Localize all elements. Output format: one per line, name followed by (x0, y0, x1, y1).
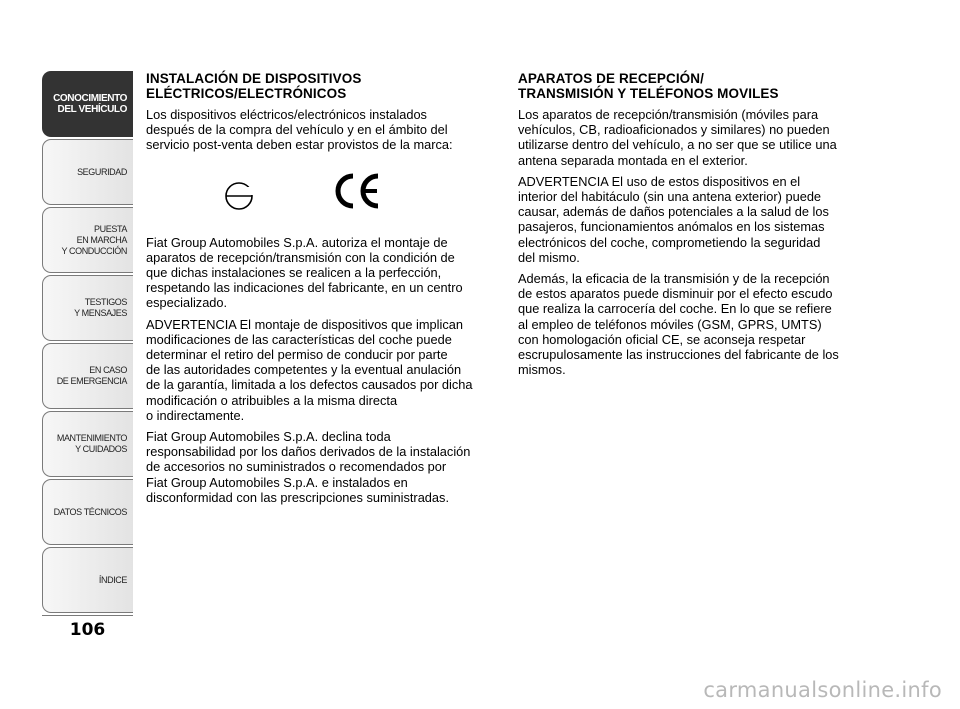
e-mark-icon (224, 181, 254, 211)
tab-label: TESTIGOS Y MENSAJES (74, 297, 127, 318)
tab-puesta-en-marcha[interactable] (42, 207, 133, 273)
warning-paragraph: ADVERTENCIA El montaje de dispositivos que implican modificaciones de las características del coche puede determinar el retiro del permiso de conducir por parte de las autoridades competentes y la eventual anulación de la garantía, limitada a los defectos causados por dicha modificación o atribuibles a la misma directa o indirectamente. (146, 316, 473, 423)
tab-label: SEGURIDAD (77, 166, 127, 177)
paragraph: Fiat Group Automobiles S.p.A. autoriza el montaje de aparatos de recepción/transmisión con la condición de que dichas instalaciones se realicen a la perfección, respetando las indicaciones del fabricante, en un centro especializado. (146, 234, 463, 311)
tab-label: PUESTA EN MARCHA Y CONDUCCIÓN (61, 223, 127, 256)
section-intro: Los dispositivos eléctricos/electrónicos instalados después de la compra del vehículo y en el ámbito del servicio post-venta deben estar provistos de la marca: (146, 107, 453, 153)
tab-mantenimiento-y-cuidados[interactable] (42, 411, 133, 477)
tab-datos-tecnicos[interactable] (42, 479, 133, 545)
tab-label: DATOS TÉCNICOS (53, 506, 127, 517)
chapter-tabs (42, 71, 133, 615)
section-instalacion-dispositivos (146, 72, 496, 511)
tab-testigos-y-mensajes[interactable] (42, 275, 133, 341)
tab-label: EN CASO DE EMERGENCIA (56, 365, 127, 386)
section-aparatos-recepcion (518, 72, 868, 383)
tab-seguridad[interactable] (42, 139, 133, 205)
tab-label: CONOCIMIENTO DEL VEHÍCULO (53, 93, 127, 115)
section-title: APARATOS DE RECEPCIÓN/ TRANSMISIÓN Y TELÉFONOS MOVILES (518, 71, 779, 101)
tab-en-caso-de-emergencia[interactable] (42, 343, 133, 409)
page-number: 106 (69, 620, 106, 640)
tab-label: MANTENIMIENTO Y CUIDADOS (56, 433, 127, 454)
paragraph: Los aparatos de recepción/transmisión (móviles para vehículos, CB, radioaficionados y similares) no pueden utilizarse dentro del vehículo, a no ser que se utilice una antena separada montada en el exterior. (518, 107, 837, 168)
ce-mark-icon (332, 171, 382, 211)
paragraph: Fiat Group Automobiles S.p.A. declina toda responsabilidad por los daños derivados de la instalación de accesorios no suministrados o recomendados por Fiat Group Automobiles S.p.A. e instalados en disconformidad con las prescripciones suministradas. (146, 429, 471, 505)
tab-conocimiento-del-vehiculo[interactable] (42, 71, 133, 137)
tab-indice[interactable] (42, 547, 133, 613)
tab-label: ÍNDICE (98, 574, 127, 585)
paragraph: Además, la eficacia de la transmisión y de la recepción de estos aparatos puede disminuir por el efecto escudo que realiza la carrocería del coche. En lo que se refiere al empleo de teléfonos móviles (GSM, GPRS, UMTS) con homologación oficial CE, se aconseja respetar escrupulosamente las instrucciones del fabricante de los mismos. (518, 271, 839, 378)
section-title: INSTALACIÓN DE DISPOSITIVOS ELÉCTRICOS/ELECTRÓNICOS (146, 71, 362, 101)
watermark: carmanualsonline.info (703, 678, 942, 702)
tabs-bottom-rule (42, 615, 133, 616)
warning-paragraph: ADVERTENCIA El uso de estos dispositivos en el interior del habitáculo (sin una antena exterior) puede causar, además de daños potenciales a la salud de los pasajeros, funcionamientos anómalos en los sistemas electrónicos del coche, comprometiendo la seguridad del mismo. (518, 173, 829, 265)
approval-marks (146, 159, 496, 235)
